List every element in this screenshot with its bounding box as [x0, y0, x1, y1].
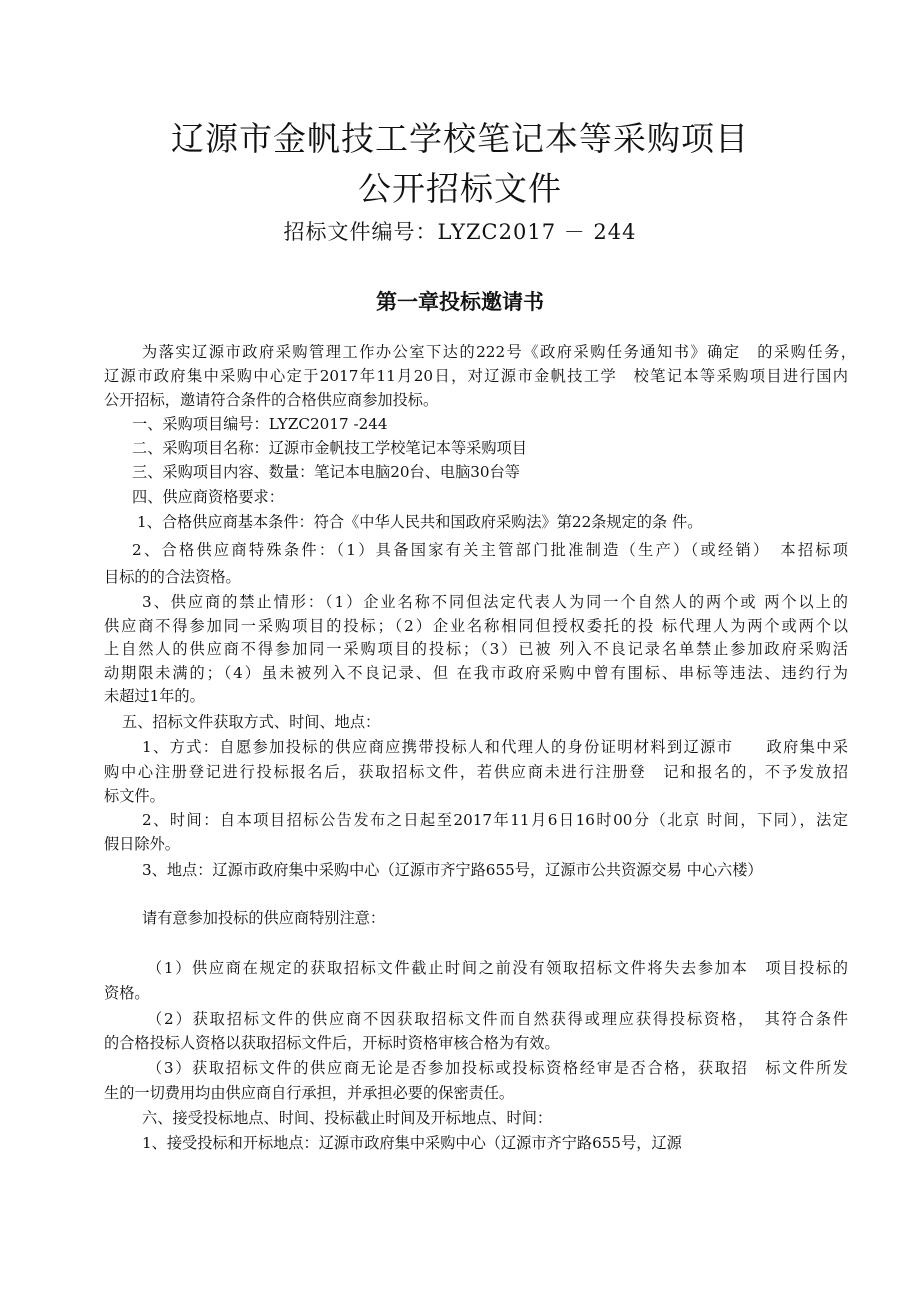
paragraph-line: 未超过1年的。 [104, 687, 205, 705]
section-heading: 六、接受投标地点、时间、投标截止时间及开标地点、时间： [142, 1109, 553, 1127]
section-item: 三、采购项目内容、数量：笔记本电脑20台、电脑30台等 [132, 463, 520, 481]
paragraph-line: 3、供应商的禁止情形：（1）企业名称不同但法定代表人为同一个自然人的两个或 两个以上的 [142, 593, 848, 611]
document-title-line-1: 辽源市金帆技工学校笔记本等采购项目 [171, 119, 749, 158]
section-item: 二、采购项目名称：辽源市金帆技工学校笔记本等采购项目 [132, 439, 527, 457]
paragraph-line: 目标的的合法资格。 [104, 568, 241, 586]
paragraph-line: （3）获取招标文件的供应商无论是否参加投标或投标资格经审是否合格，获取招 标文件所发 [147, 1059, 848, 1077]
chapter-title: 第一章投标邀请书 [376, 290, 544, 314]
document-title-line-2: 公开招标文件 [358, 169, 562, 208]
paragraph-line: 1、合格供应商基本条件：符合《中华人民共和国政府采购法》第22条规定的条 件。 [137, 513, 703, 531]
paragraph-line: 3、地点：辽源市政府集中采购中心（辽源市齐宁路655号，辽源市公共资源交易 中心六楼） [142, 861, 763, 879]
paragraph-line: 动期限未满的；（4）虽未被列入不良记录、但 在我市政府采购中曾有围标、串标等违法、违约行为 [104, 664, 848, 682]
paragraph-line: 的合格投标人资格以获取招标文件后，开标时资格审核合格为有效。 [104, 1034, 560, 1052]
tender-document-number: 招标文件编号：LYZC2017 － 244 [283, 220, 637, 244]
section-heading: 五、招标文件获取方式、时间、地点： [122, 713, 381, 731]
paragraph-line: 假日除外。 [104, 835, 180, 853]
paragraph-line: 1、接受投标和开标地点：辽源市政府集中采购中心（辽源市齐宁路655号，辽源 [142, 1134, 682, 1152]
paragraph-line: 辽源市政府集中采购中心定于2017年11月20日，对辽源市金帆技工学 校笔记本等采购项目进行国内 [104, 367, 848, 385]
paragraph-line: （1）供应商在规定的获取招标文件截止时间之前没有领取招标文件将失去参加本 项目投标的 [147, 959, 848, 977]
paragraph-line: 购中心注册登记进行投标报名后，获取招标文件，若供应商未进行注册登 记和报名的，不予发放招 [104, 763, 848, 781]
paragraph-line: 资格。 [104, 984, 150, 1002]
paragraph-line: 供应商不得参加同一采购项目的投标；（2）企业名称相同但授权委托的投 标代理人为两个或两个以 [104, 617, 848, 635]
paragraph-line: （2）获取招标文件的供应商不因获取招标文件而自然获得或理应获得投标资格， 其符合条件 [147, 1010, 848, 1028]
paragraph-line: 2、时间：自本项目招标公告发布之日起至2017年11月6日16时00分（北京 时间，下同），法定 [142, 811, 848, 829]
notice-heading: 请有意参加投标的供应商特别注意： [142, 909, 385, 927]
section-item: 一、采购项目编号：LYZC2017 -244 [132, 415, 388, 433]
paragraph-line: 上自然人的供应商不得参加同一采购项目的投标；（3）已被 列入不良记录名单禁止参加政府采购活 [104, 640, 848, 658]
section-heading: 四、供应商资格要求： [132, 488, 284, 506]
paragraph-line: 为落实辽源市政府采购管理工作办公室下达的222号《政府采购任务通知书》确定 的采购任务， [142, 343, 856, 361]
paragraph-line: 标文件。 [104, 787, 165, 805]
paragraph-line: 2、合格供应商特殊条件：（1）具备国家有关主管部门批准制造（生产）（或经销） 本招标项 [132, 541, 848, 559]
paragraph-line: 生的一切费用均由供应商自行承担，并承担必要的保密责任。 [104, 1084, 515, 1102]
paragraph-line: 1、方式：自愿参加投标的供应商应携带投标人和代理人的身份证明材料到辽源市 政府集中采 [142, 738, 848, 756]
paragraph-line: 公开招标，邀请符合条件的合格供应商参加投标。 [104, 391, 439, 409]
